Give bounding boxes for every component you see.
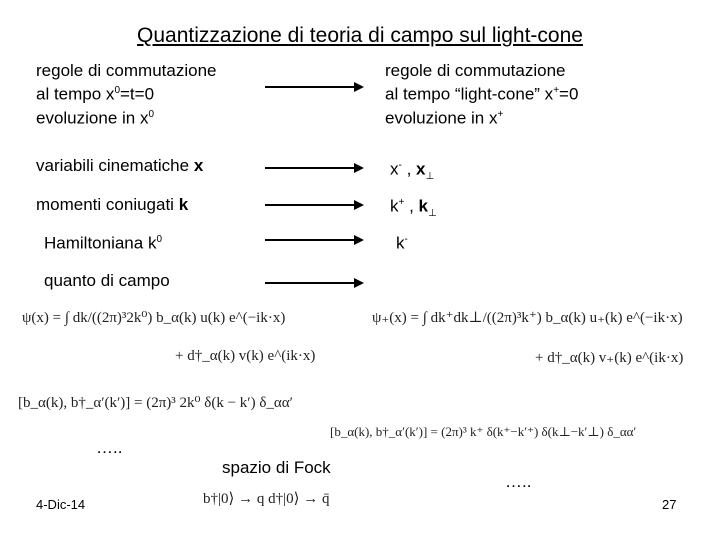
ellipsis-left: ….. (96, 438, 123, 457)
hamiltonian-label: Hamiltoniana $k^0$ (44, 233, 163, 253)
slide-date: 4-Dic-14 (36, 497, 86, 512)
left-commutation-block (36, 61, 216, 128)
arrow-field-quantum (265, 282, 355, 284)
momenta-label: momenti coniugati k (36, 195, 189, 214)
arrow-variables (265, 167, 355, 169)
right-commutator-formula: [b_α(k), b†_α′(k′)] = (2π)³ k⁺ δ(k⁺−k′⁺) δ(k⊥−k′⊥) δ_αα′ (330, 424, 637, 439)
slide-title: Quantizzazione di teoria di campo sul light-cone (137, 24, 583, 47)
fock-formula: b†|0⟩ → q d†|0⟩ → q̄ (203, 491, 330, 507)
left-field-formula-2: + d†_α(k) v(k) e^(ik·x) (175, 348, 316, 364)
variables-lightcone: x- , $x_\perp$ (390, 159, 435, 183)
ellipsis-right: ….. (505, 472, 532, 491)
right-field-formula: ψ₊(x) = ∫ dk⁺dk⊥/((2π)³k⁺) b_α(k) u₊(k) e^(−ik·x) (372, 310, 683, 326)
hamiltonian-lightcone: k- (396, 233, 408, 253)
left-line1: regole di commutazione (36, 61, 217, 80)
right-line3: evoluzione in x+ (385, 108, 504, 128)
momenta-lightcone: k+ , $k_\perp$ (390, 196, 437, 220)
left-commutator-formula: [b_α(k), b†_α′(k′)] = (2π)³ 2k⁰ δ(k − k′) δ_αα′ (18, 395, 293, 411)
arrow-commutation (265, 86, 355, 88)
right-field-formula-2: + d†_α(k) v₊(k) e^(ik·x) (535, 350, 684, 366)
right-commutation-block (385, 61, 578, 128)
left-field-formula: ψ(x) = ∫ dk/((2π)³2k⁰) b_α(k) u(k) e^(−ik·x) (22, 310, 286, 326)
arrow-momenta (265, 204, 355, 206)
variables-label: variabili cinematiche x (36, 156, 204, 175)
arrow-hamiltonian (265, 239, 355, 241)
right-line1: regole di commutazione (385, 61, 566, 80)
field-quantum-label: quanto di campo (44, 271, 170, 290)
fock-space-label: spazio di Fock (222, 458, 331, 477)
left-line3: evoluzione in $x^0$ (36, 108, 155, 128)
right-line2: al tempo “light-cone” x+=0 (385, 84, 579, 104)
left-line2: al tempo $x^0=t=0$ (36, 84, 155, 104)
page-number: 27 (662, 497, 677, 512)
